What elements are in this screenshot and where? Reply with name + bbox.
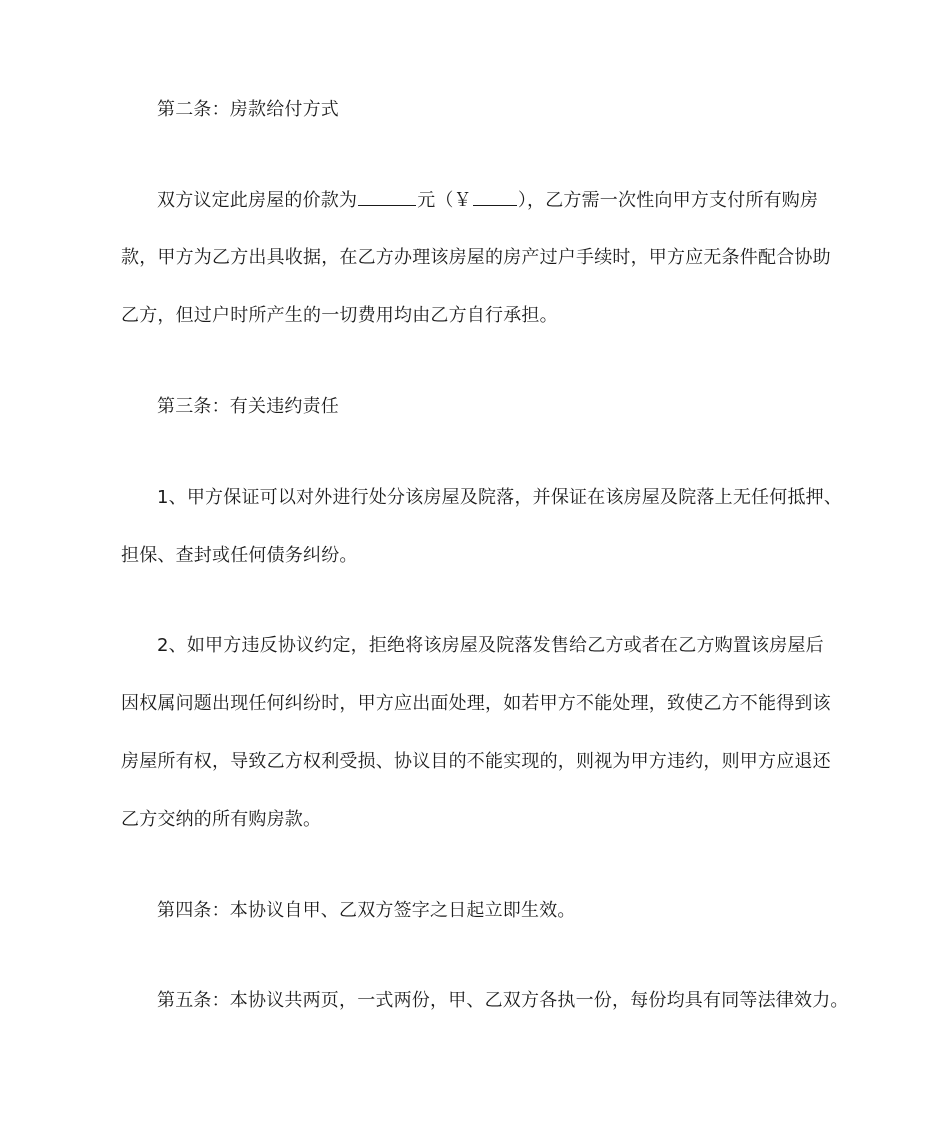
article-3-item-2-line-3: 房屋所有权，导致乙方权利受损、协议目的不能实现的，则视为甲方违约，则甲方应退还 bbox=[121, 751, 831, 772]
article-5-text: 第五条：本协议共两页，一式两份，甲、乙双方各执一份，每份均具有同等法律效力。 bbox=[157, 990, 849, 1011]
article-2-line-1-part-b: 元（￥ bbox=[417, 190, 472, 211]
article-3-item-1-line-2: 担保、查封或任何债务纠纷。 bbox=[121, 545, 358, 566]
price-blank bbox=[358, 188, 416, 206]
article-2-line-1-part-c: ），乙方需一次性向甲方支付所有购房 bbox=[517, 190, 819, 211]
amount-blank bbox=[473, 188, 517, 206]
article-2-line-1-part-a: 双方议定此房屋的价款为 bbox=[157, 190, 358, 211]
article-3-item-2-line-1: 2、如甲方违反协议约定，拒绝将该房屋及院落发售给乙方或者在乙方购置该房屋后 bbox=[157, 635, 824, 656]
article-2-line-1 bbox=[157, 188, 818, 213]
article-3-item-2-line-4: 乙方交纳的所有购房款。 bbox=[121, 809, 322, 830]
article-2-line-2: 款，甲方为乙方出具收据，在乙方办理该房屋的房产过户手续时，甲方应无条件配合协助 bbox=[121, 247, 831, 268]
article-3-item-1-line-1: 1、甲方保证可以对外进行处分该房屋及院落，并保证在该房屋及院落上无任何抵押、 bbox=[157, 487, 843, 508]
article-2-heading: 第二条：房款给付方式 bbox=[157, 99, 339, 120]
article-2-line-3: 乙方，但过户时所产生的一切费用均由乙方自行承担。 bbox=[121, 305, 558, 326]
article-4-text: 第四条：本协议自甲、乙双方签字之日起立即生效。 bbox=[157, 900, 576, 921]
article-3-item-2-line-2: 因权属问题出现任何纠纷时，甲方应出面处理，如若甲方不能处理，致使乙方不能得到该 bbox=[121, 693, 831, 714]
article-3-heading: 第三条：有关违约责任 bbox=[157, 396, 339, 417]
